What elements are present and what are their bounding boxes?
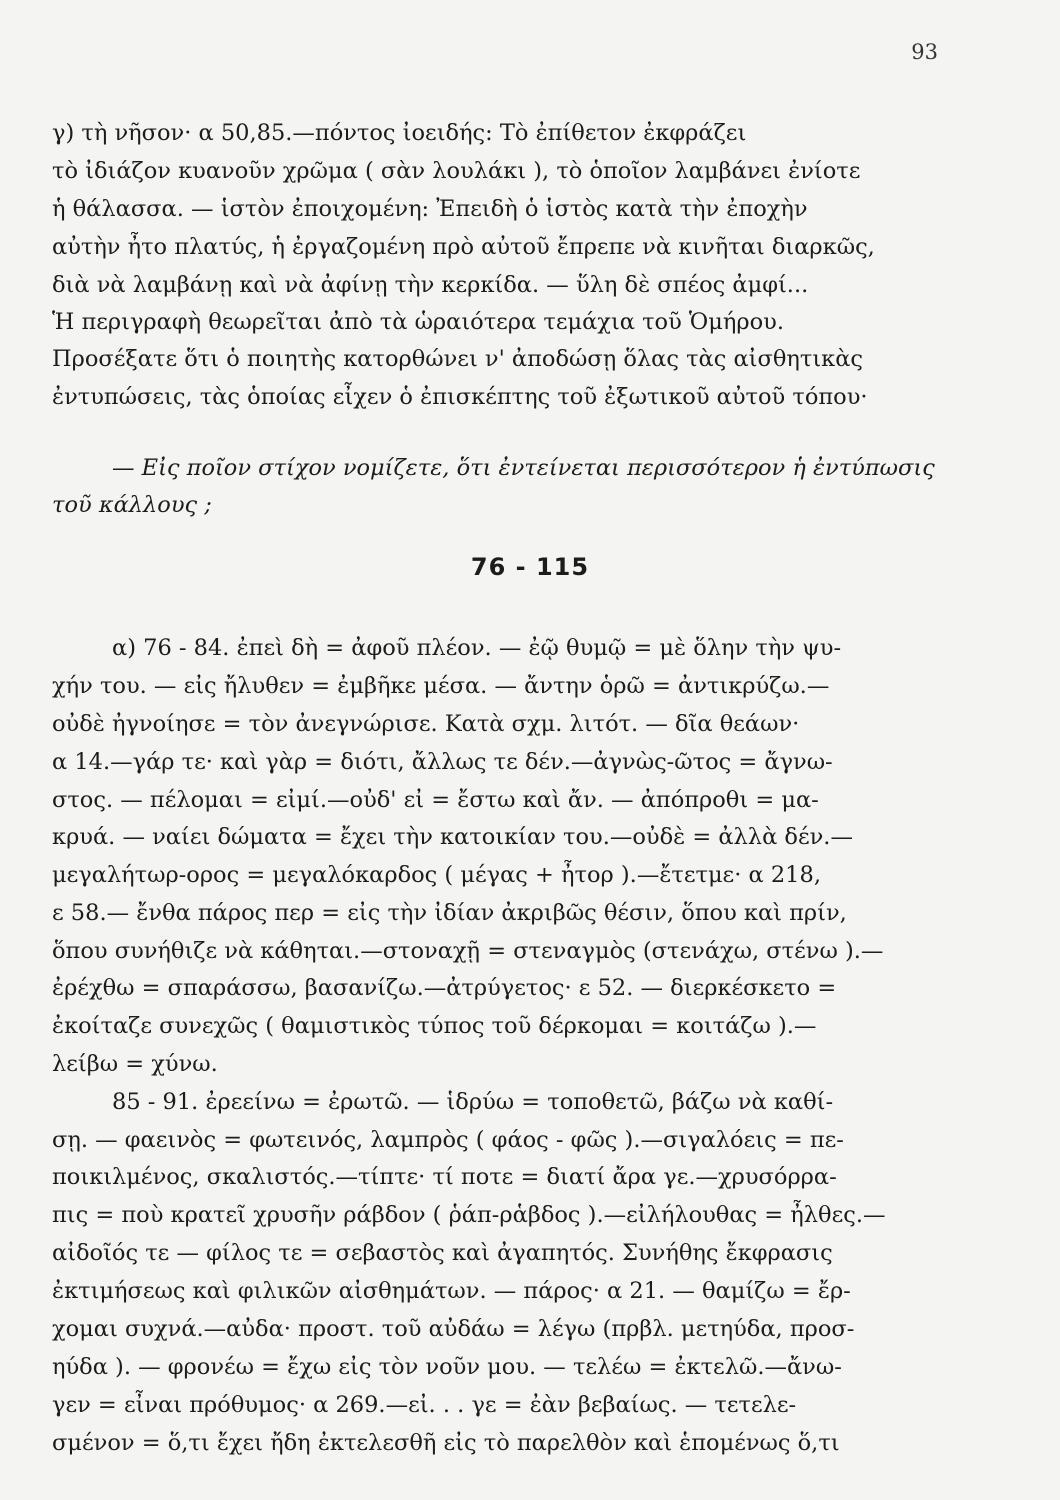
text-line-25: ποικιλμένος, σκαλιστός.—τίπτε· τί ποτε = διατί ἄρα γε.—χρυσόρρα- <box>52 1164 837 1190</box>
text-line-26: πις = ποὺ κρατεῖ χρυσῆν ράβδον ( ῥάπ-ρἁβδος ).—εἰλήλουθας = ἦλθες.— <box>52 1202 886 1228</box>
text-line-28: ἐκτιμήσεως καὶ φιλικῶν αἰσθημάτων. — πάρος· α 21. — θαμίζω = ἔρ- <box>52 1278 851 1304</box>
text-line-5: διὰ νὰ λαμβάνῃ καὶ νὰ ἀφίνῃ τὴν κερκίδα. — ὕλη δὲ σπέος ἀμφί... <box>52 272 809 298</box>
text-line-21: ἐκοίταζε συνεχῶς ( θαμιστικὸς τύπος τοῦ δέρκομαι = κοιτάζω ).— <box>52 1013 817 1039</box>
text-line-7: Προσέξατε ὅτι ὁ ποιητὴς κατορθώνει ν' ἀποδώσῃ ὅλας τὰς αἰσθητικὰς <box>52 346 864 372</box>
text-line-30: ηύδα ). — φρονέω = ἔχω εἰς τὸν νοῦν μου. — τελέω = ἐκτελῶ.—ἄνω- <box>52 1354 842 1380</box>
text-line-12: χήν του. — εἰς ἤλυθεν = ἐμβῆκε μέσα. — ἄντην ὁρῶ = ἀντικρύζω.— <box>52 673 830 699</box>
text-line-11: α) 76 - 84. ἐπεὶ δὴ = ἀφοῦ πλέον. — ἐῷ θυμῷ = μὲ ὅλην τὴν ψυ- <box>112 635 842 661</box>
text-line-14: α 14.—γάρ τε· καὶ γὰρ = διότι, ἄλλως τε δέν.—ἀγνὼς-ῶτος = ἄγνω- <box>52 749 833 775</box>
text-line-24: σῃ. — φαεινὸς = φωτεινός, λαμπρὸς ( φάος - φῶς ).—σιγαλόεις = πε- <box>52 1127 844 1153</box>
page-number: 93 <box>911 40 938 64</box>
text-line-16: κρυά. — ναίει δώματα = ἔχει τὴν κατοικίαν του.—οὐδὲ = ἀλλὰ δέν.— <box>52 824 853 850</box>
text-line-19: ὅπου συνήθιζε νὰ κάθηται.—στοναχῇ = στεναγμὸς (στενάχω, στένω ).— <box>52 938 884 964</box>
text-line-32: σμένον = ὅ,τι ἔχει ἤδη ἐκτελεσθῆ εἰς τὸ παρελθὸν καὶ ἑπομένως ὅ,τι <box>52 1430 840 1456</box>
text-line-6: Ἡ περιγραφὴ θεωρεῖται ἀπὸ τὰ ὡραιότερα τεμάχια τοῦ Ὁμήρου. <box>52 309 784 335</box>
text-line-23: 85 - 91. ἐρεείνω = ἐρωτῶ. — ἱδρύω = τοποθετῶ, βάζω νὰ καθί- <box>112 1089 834 1115</box>
question-line-2: τοῦ κάλλους ; <box>52 492 212 518</box>
text-line-17: μεγαλήτωρ-ορος = μεγαλόκαρδος ( μέγας + ἦτορ ).—ἔτετμε· α 218, <box>52 862 821 888</box>
text-line-8: ἐντυπώσεις, τὰς ὁποίας εἶχεν ὁ ἐπισκέπτης τοῦ ἐξωτικοῦ αὐτοῦ τόπου· <box>52 384 868 410</box>
section-heading: 76 - 115 <box>470 553 590 581</box>
text-line-4: αὐτὴν ἦτο πλατύς, ἡ ἐργαζομένη πρὸ αὐτοῦ ἔπρεπε νὰ κινῆται διαρκῶς, <box>52 234 875 260</box>
text-line-20: ἐρέχθω = σπαράσσω, βασανίζω.—ἀτρύγετος· ε 52. — διερκέσκετο = <box>52 975 837 1001</box>
text-line-2: τὸ ἰδιάζον κυανοῦν χρῶμα ( σὰν λουλάκι ), τὸ ὁποῖον λαμβάνει ἐνίοτε <box>52 158 861 184</box>
text-line-3: ἡ θάλασσα. — ἱστὸν ἐποιχομένη: Ἐπειδὴ ὁ ἱστὸς κατὰ τὴν ἐποχὴν <box>52 196 808 222</box>
question-line-1: — Εἰς ποῖον στίχον νομίζετε, ὅτι ἐντείνεται περισσότερον ἡ ἐντύπωσις <box>112 455 935 481</box>
text-line-13: οὐδὲ ἠγνοίησε = τὸν ἀνεγνώρισε. Κατὰ σχμ. λιτότ. — δῖα θεάων· <box>52 711 800 737</box>
text-line-22: λείβω = χύνω. <box>52 1051 218 1077</box>
text-line-15: στος. — πέλομαι = εἰμί.—οὐδ' εἰ = ἔστω καὶ ἄν. — ἀπόπροθι = μα- <box>52 787 819 813</box>
text-line-1: γ) τὴ νῆσον· α 50,85.—πόντος ἰοειδής: Τὸ ἐπίθετον ἐκφράζει <box>52 120 747 146</box>
text-line-31: γεν = εἶναι πρόθυμος· α 269.—εἰ. . . γε = ἐὰν βεβαίως. — τετελε- <box>52 1392 797 1418</box>
text-line-27: αἰδοῖός τε — φίλος τε = σεβαστὸς καὶ ἀγαπητός. Συνήθης ἔκφρασις <box>52 1240 833 1266</box>
text-line-29: χομαι συχνά.—αὐδα· προστ. τοῦ αὐδάω = λέγω (πρβλ. μετηύδα, προσ- <box>52 1316 855 1342</box>
text-line-18: ε 58.— ἔνθα πάρος περ = εἰς τὴν ἰδίαν ἀκριβῶς θέσιν, ὅπου καὶ πρίν, <box>52 900 847 926</box>
